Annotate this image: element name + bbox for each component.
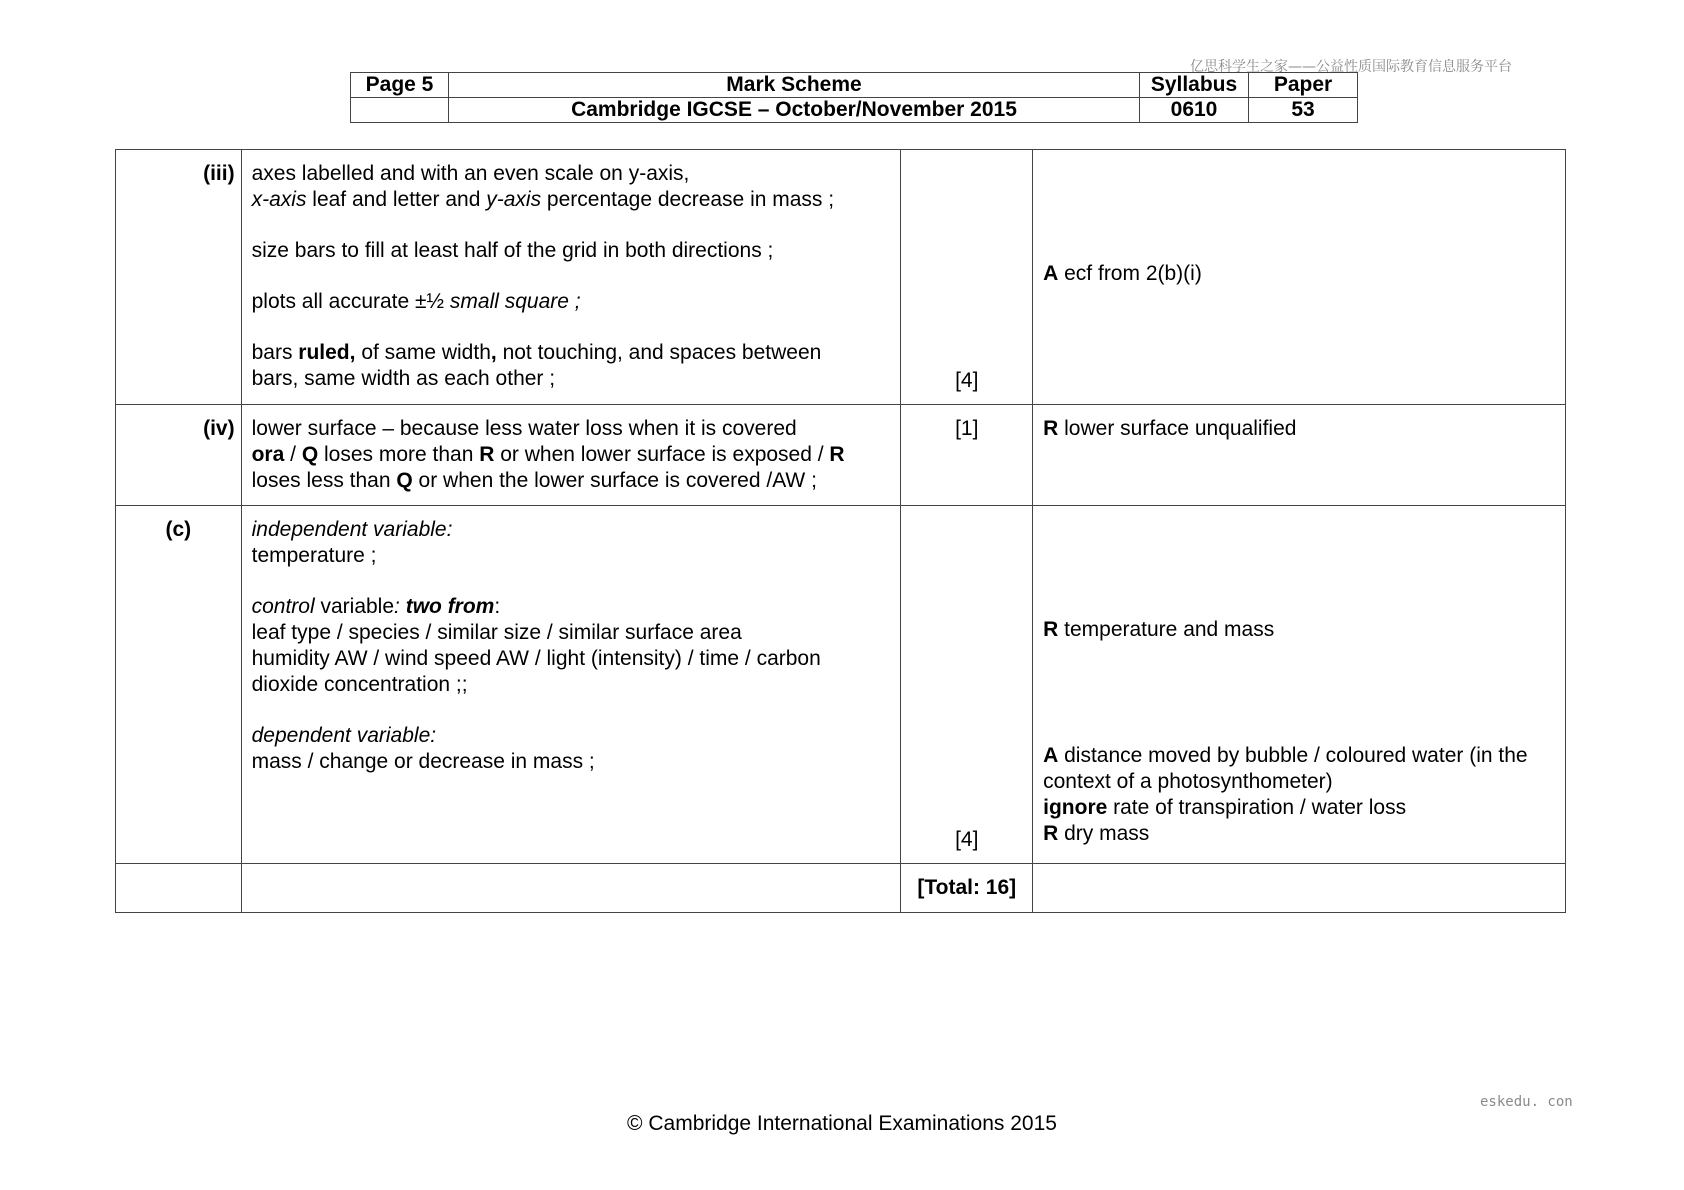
mark-scheme-table xyxy=(115,149,1566,913)
answer-cell xyxy=(241,506,901,864)
watermark-bottom: eskedu. con xyxy=(1480,1094,1573,1110)
answer-line: control variable: two from: xyxy=(251,595,501,618)
empty-cell xyxy=(1033,864,1566,913)
empty-cell xyxy=(241,864,901,913)
answer-line: axes labelled and with an even scale on y-axis, xyxy=(251,162,690,185)
header-table xyxy=(350,72,1358,123)
guidance-line: A distance moved by bubble / coloured water (in the xyxy=(1043,744,1528,767)
answer-line: mass / change or decrease in mass ; xyxy=(251,750,595,773)
guidance-line: ignore rate of transpiration / water loss xyxy=(1043,796,1407,819)
question-label: (iii) xyxy=(116,150,242,405)
document-title: Mark Scheme xyxy=(449,73,1140,98)
table-row-c xyxy=(116,506,1566,864)
answer-line: bars, same width as each other ; xyxy=(251,367,556,390)
empty-cell xyxy=(116,864,242,913)
header-empty-cell xyxy=(351,98,449,123)
answer-line: lower surface – because less water loss when it is covered xyxy=(251,417,797,440)
table-row-iv xyxy=(116,405,1566,506)
answer-line: independent variable: xyxy=(251,518,453,541)
syllabus-label: Syllabus xyxy=(1140,73,1249,98)
answer-line: dependent variable: xyxy=(251,724,437,747)
syllabus-code: 0610 xyxy=(1140,98,1249,123)
answer-line: loses less than Q or when the lower surface is covered /AW ; xyxy=(251,469,817,492)
page-number: Page 5 xyxy=(351,73,449,98)
table-row-iii xyxy=(116,150,1566,405)
answer-line: dioxide concentration ;; xyxy=(251,673,468,696)
question-label: (iv) xyxy=(116,405,242,506)
answer-line: size bars to fill at least half of the grid in both directions ; xyxy=(251,239,774,262)
answer-line: bars ruled, of same width, not touching, and spaces between xyxy=(251,341,822,364)
paper-number: 53 xyxy=(1249,98,1358,123)
copyright-footer: © Cambridge International Examinations 2015 xyxy=(627,1112,1057,1135)
guidance-line: R temperature and mass xyxy=(1043,618,1275,641)
answer-line: leaf type / species / similar size / similar surface area xyxy=(251,621,742,644)
table-row-total xyxy=(116,864,1566,913)
guidance-line: context of a photosynthometer) xyxy=(1043,770,1333,793)
answer-line: humidity AW / wind speed AW / light (intensity) / time / carbon xyxy=(251,647,821,670)
guidance-line: R lower surface unqualified xyxy=(1043,417,1297,440)
marks-cell: [4] xyxy=(901,506,1033,864)
guidance-cell xyxy=(1033,405,1566,506)
answer-cell xyxy=(241,405,901,506)
answer-line: x-axis leaf and letter and y-axis percentage decrease in mass ; xyxy=(251,188,835,211)
exam-title: Cambridge IGCSE – October/November 2015 xyxy=(449,98,1140,123)
guidance-line: R dry mass xyxy=(1043,822,1150,845)
guidance-line: A ecf from 2(b)(i) xyxy=(1043,262,1202,285)
guidance-cell xyxy=(1033,150,1566,405)
paper-label: Paper xyxy=(1249,73,1358,98)
guidance-cell xyxy=(1033,506,1566,864)
answer-line: ora / Q loses more than R or when lower surface is exposed / R xyxy=(251,443,845,466)
answer-cell xyxy=(241,150,901,405)
answer-line: plots all accurate ±½ small square ; xyxy=(251,290,581,313)
answer-line: temperature ; xyxy=(251,544,377,567)
question-label: (c) xyxy=(116,506,242,864)
watermark-top: 亿思科学生之家——公益性质国际教育信息服务平台 xyxy=(1190,59,1512,75)
marks-cell: [4] xyxy=(901,150,1033,405)
marks-cell: [1] xyxy=(901,405,1033,506)
total-marks: [Total: 16] xyxy=(901,864,1033,913)
